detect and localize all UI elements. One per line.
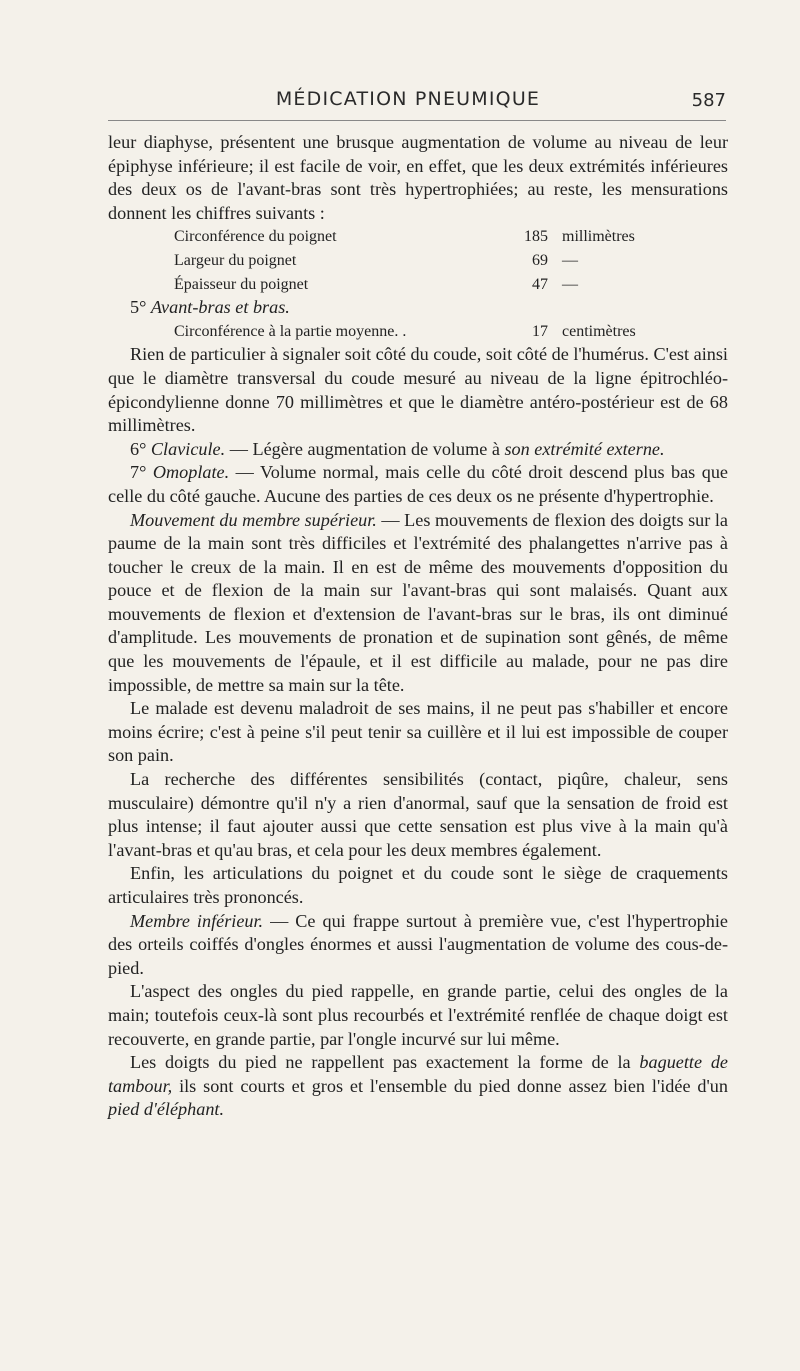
table-row <box>174 273 654 297</box>
measure-value: 17 <box>532 322 548 340</box>
header-rule <box>108 120 726 121</box>
section-clavicle <box>108 438 728 462</box>
section-text: — Légère augmentation de volume à <box>225 438 505 459</box>
running-title: MÉDICATION PNEUMIQUE <box>275 88 541 110</box>
section-text-italic: son extrémité externe. <box>504 438 665 459</box>
body-text <box>108 131 728 1122</box>
table-row <box>174 320 654 344</box>
measure-unit: — <box>562 275 578 293</box>
section-number: 7° <box>130 462 147 483</box>
paragraph: L'aspect des ongles du pied rappelle, en grande partie, celui des ongles de la main; toutefois ceux-là sont plus recourbés et l'extrémité renflée de chaque doigt est recouverte, en grande partie, par l'ongle incurvé sur lui même. <box>108 981 728 1049</box>
section-text: — Les mouvements de flexion des doigts sur la paume de la main sont très difficiles et l'extrémité des phalangettes n'arrive pas à toucher le creux de la main. Il en est de même des mouvements d'opposition du pouce et de flexion de la main sur l'avant-bras qui sont malaisés. Quant aux mouvements de flexion et d'extension de l'avant-bras sur le bras, ils ont diminué d'amplitude. Les mouvements de pronation et de supination sont gênés, de même que les mouvements de l'épaule, et il est difficile au malade, pour ne pas dire impossible, de mettre sa main sur la tête. <box>108 509 729 695</box>
measure-unit: centimètres <box>562 322 636 340</box>
measure-unit: millimètres <box>562 228 635 246</box>
section-heading-forearm <box>108 296 728 320</box>
section-title: Membre inférieur. <box>130 910 264 931</box>
text-italic: pied d'éléphant. <box>108 1099 225 1120</box>
measure-label: Largeur du poignet <box>174 251 297 269</box>
paragraph-final <box>108 1051 728 1122</box>
measure-value: 185 <box>524 228 548 246</box>
section-title: Mouvement du membre supérieur. <box>130 509 377 530</box>
page-number: 587 <box>691 90 726 111</box>
measure-unit: — <box>562 251 578 269</box>
table-row <box>174 249 654 273</box>
paragraph: La recherche des différentes sensibilités (contact, piqûre, chaleur, sens musculaire) démontre qu'il n'y a rien d'anormal, sauf que la sensation de froid est plus intense; il faut ajouter aussi que cette sensation est plus vive à la main qu'à l'avant-bras et qu'au bras, et cela pour les deux membres également. <box>108 769 728 860</box>
text-italic: baguette de tambour, <box>108 1052 728 1096</box>
text-run: Les doigts du pied ne rappellent pas exactement la forme de la <box>130 1052 640 1073</box>
measure-value: 47 <box>532 275 548 293</box>
paragraph: Enfin, les articulations du poignet et du coude sont le siège de craquements articulaires très prononcés. <box>108 863 728 907</box>
section-scapula <box>108 461 728 508</box>
section-number: 5° <box>130 297 147 318</box>
measurement-table-forearm <box>108 320 728 344</box>
table-row <box>174 225 654 249</box>
measure-value: 69 <box>532 251 548 269</box>
paragraph: leur diaphyse, présentent une brusque augmentation de volume au niveau de leur épiphyse inférieure; il est facile de voir, en effet, que les deux extrémités inférieures des deux os de l'avant-bras sont très hypertrophiées; au reste, les mensurations donnent les chiffres suivants : <box>108 132 728 223</box>
section-text: — Volume normal, mais celle du côté droit descend plus bas que celle du côté gauche. Aucune des parties de ces deux os ne présente d'hypertrophie. <box>108 462 728 506</box>
measurement-table-wrist <box>108 225 728 296</box>
measure-label: Circonférence à la partie moyenne. . <box>174 322 407 340</box>
paragraph: Le malade est devenu maladroit de ses mains, il ne peut pas s'habiller et encore moins écrire; c'est à peine s'il peut tenir sa cuillère et il lui est impossible de couper son pain. <box>108 698 728 766</box>
section-title: Avant-bras et bras. <box>150 297 290 318</box>
text-run: ils sont courts et gros et l'ensemble du pied donne assez bien l'idée d'un <box>172 1075 728 1096</box>
section-title: Omoplate. <box>152 462 230 483</box>
measure-label: Circonférence du poignet <box>174 228 337 246</box>
paragraph: Rien de particulier à signaler soit côté du coude, soit côté de l'humérus. C'est ainsi que le diamètre transversal du coude mesuré au niveau de la ligne épitrochléo-épicondylienne donne 70 millimètres et que le diamètre antéro-postérieur est de 68 millimètres. <box>108 344 728 436</box>
section-lower-limb <box>108 910 728 981</box>
section-text: — Ce qui frappe surtout à première vue, c'est l'hypertrophie des orteils coiffés d'ongles énormes et aussi l'augmentation de volume des cous-de-pied. <box>108 910 728 978</box>
section-upper-limb-movement <box>108 509 728 698</box>
section-number: 6° <box>130 438 147 459</box>
running-header <box>0 88 800 118</box>
section-title: Clavicule. <box>150 438 226 459</box>
measure-label: Épaisseur du poignet <box>174 275 309 293</box>
